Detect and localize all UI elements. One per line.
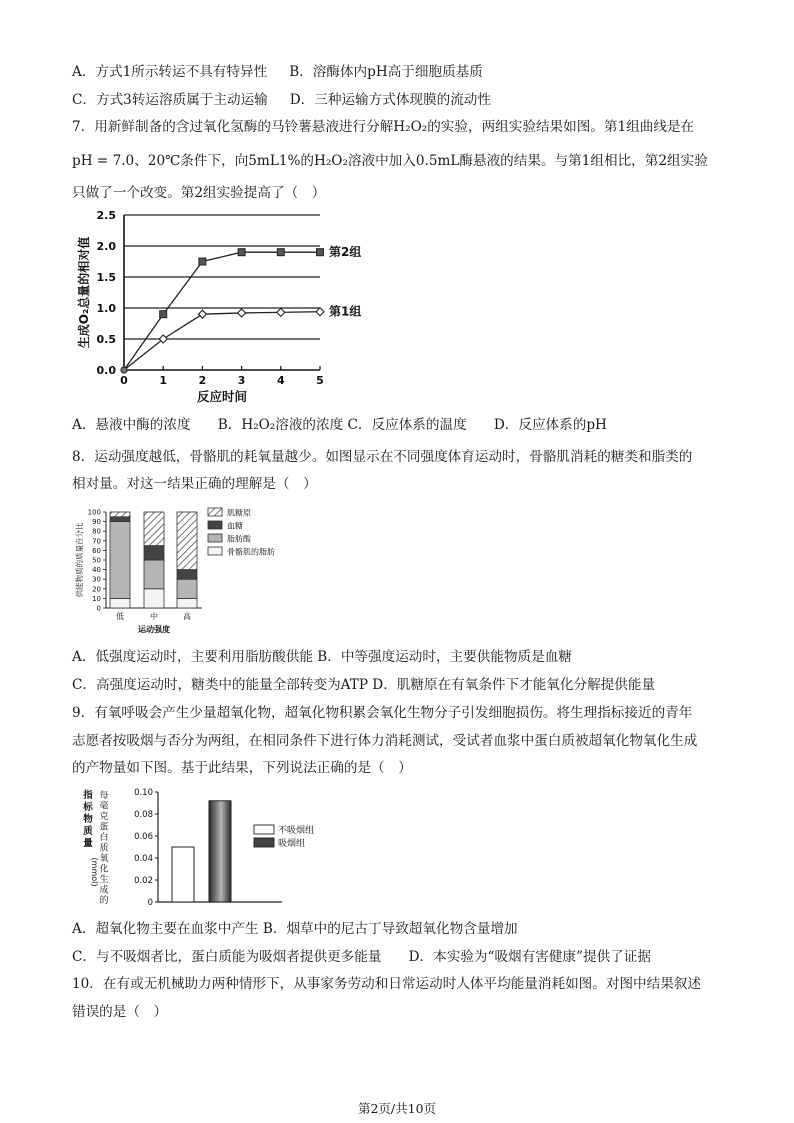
series-line bbox=[124, 312, 320, 370]
q9-options-row-2: C．与不吸烟者比，蛋白质能为吸烟者提供更多能量 D．本实验为“吸烟有害健康”提供了证据 bbox=[72, 949, 651, 965]
legend-swatch bbox=[208, 547, 222, 555]
x-tick-label: 1 bbox=[159, 374, 168, 387]
y-tick-label: 0.0 bbox=[96, 364, 116, 377]
q8-options-row-1: A．低强度运动时，主要利用脂肪酸供能 B．中等强度运动时，主要供能物质是血糖 bbox=[72, 649, 572, 665]
q6-options-row-1 bbox=[72, 62, 483, 82]
data-point-diamond bbox=[198, 310, 206, 318]
data-point-square bbox=[160, 311, 167, 318]
bar-segment bbox=[144, 560, 164, 589]
x-tick-label: 4 bbox=[276, 374, 285, 387]
y-tick-label: 0.5 bbox=[96, 333, 116, 346]
y-tick-label: 80 bbox=[92, 527, 101, 536]
legend-swatch bbox=[208, 508, 222, 516]
y-axis-title-char: 毫 bbox=[99, 801, 109, 812]
q6-option-c: C．方式3转运溶质属于主动运输 bbox=[72, 92, 268, 108]
legend-swatch bbox=[208, 534, 222, 542]
legend-label: 肌糖原 bbox=[227, 508, 251, 518]
q6-options-row-2 bbox=[72, 90, 491, 110]
q7-stem-line-3: 只做了一个改变。第2组实验提高了（ ） bbox=[72, 185, 326, 201]
legend-swatch bbox=[254, 825, 274, 834]
bar bbox=[209, 801, 231, 902]
legend-label: 吸烟组 bbox=[278, 839, 306, 849]
y-tick-label: 30 bbox=[92, 575, 101, 584]
y-axis-title-char: 氧 bbox=[99, 854, 109, 864]
y-tick-label: 0.08 bbox=[134, 810, 153, 820]
legend-swatch bbox=[254, 838, 274, 847]
bar-segment bbox=[110, 598, 130, 608]
x-tick-label: 2 bbox=[198, 374, 207, 387]
y-tick-label: 0.06 bbox=[134, 832, 153, 842]
legend-label: 血糖 bbox=[227, 521, 243, 531]
q9-stem-line-3: 的产物量如下图。基于此结果，下列说法正确的是（ ） bbox=[72, 760, 412, 776]
y-axis-title-char: 的 bbox=[99, 896, 109, 906]
y-axis-short-title-char: 质 bbox=[83, 826, 93, 837]
y-tick-label: 100 bbox=[87, 508, 101, 517]
q9-stem-line-2: 志愿者按吸烟与否分为两组，在相同条件下进行体力消耗测试，受试者血浆中蛋白质被超氧化物氧化生成 bbox=[72, 733, 698, 749]
x-tick-label: 3 bbox=[237, 374, 246, 387]
y-axis-title-char: 克 bbox=[99, 812, 109, 822]
data-point-diamond bbox=[277, 308, 285, 316]
q8-stem-line-2: 相对量。对这一结果正确的理解是（ ） bbox=[72, 476, 317, 492]
y-tick-label: 10 bbox=[92, 594, 101, 603]
bar-segment bbox=[110, 522, 130, 599]
y-axis-title: 供能物质的质量百分比 bbox=[75, 522, 84, 598]
data-point-diamond bbox=[238, 309, 246, 317]
y-tick-label: 0.04 bbox=[134, 854, 153, 864]
y-axis-title-char: 成 bbox=[99, 885, 109, 896]
x-tick-label: 0 bbox=[120, 374, 128, 387]
x-axis-title: 反应时间 bbox=[196, 389, 248, 404]
bar-segment bbox=[110, 517, 130, 522]
q8-stem-line-1: 8．运动强度越低，骨骼肌的耗氧量越少。如图显示在不同强度体育运动时，骨骼肌消耗的糖类和脂类的 bbox=[72, 449, 693, 465]
legend-label: 脂肪酸 bbox=[227, 534, 251, 544]
series-label: 第1组 bbox=[329, 304, 362, 319]
y-axis-short-title-char: 标 bbox=[83, 802, 93, 813]
bar-segment bbox=[110, 512, 130, 517]
q6-option-b: B．溶酶体内pH高于细胞质基质 bbox=[289, 64, 483, 80]
q10-stem-line-1: 10．在有或无机械助力两种情形下，从事家务劳动和日常运动时人体平均能量消耗如图。对图中结果叙述 bbox=[72, 976, 702, 992]
y-tick-label: 70 bbox=[92, 537, 101, 546]
q8-options-row-2: C．高强度运动时，糖类中的能量全部转变为ATP D．肌糖原在有氧条件下才能氧化分解提供能量 bbox=[72, 677, 656, 693]
y-axis-title-char: 白 bbox=[99, 833, 109, 843]
q9-stem-line-1: 9．有氧呼吸会产生少量超氧化物，超氧化物积累会氧化生物分子引发细胞损伤。将生理指标接近的青年 bbox=[72, 705, 693, 721]
legend-swatch bbox=[208, 521, 222, 529]
x-tick-label: 高 bbox=[183, 612, 191, 621]
y-axis-unit: (mmol) bbox=[90, 857, 99, 887]
q6-option-a: A．方式1所示转运不具有特异性 bbox=[72, 64, 268, 80]
y-axis-title-char: 每 bbox=[99, 791, 109, 801]
data-point-diamond bbox=[316, 308, 324, 316]
bar bbox=[172, 847, 194, 902]
y-tick-label: 90 bbox=[92, 518, 101, 527]
q9-options-row-1: A．超氧化物主要在血浆中产生 B．烟草中的尼古丁导致超氧化物含量增加 bbox=[72, 921, 518, 937]
q10-stem-line-2: 错误的是（ ） bbox=[72, 1004, 168, 1020]
q7-options: A．悬液中酶的浓度 B．H₂O₂溶液的浓度 C．反应体系的温度 D．反应体系的pH bbox=[72, 417, 607, 433]
y-tick-label: 1.5 bbox=[96, 271, 116, 284]
bar-segment bbox=[144, 512, 164, 546]
y-tick-label: 60 bbox=[92, 546, 101, 555]
y-tick-label: 0 bbox=[147, 898, 153, 908]
y-axis-title-char: 蛋 bbox=[99, 822, 109, 833]
y-axis-short-title-char: 物 bbox=[83, 814, 93, 825]
y-tick-label: 0.10 bbox=[134, 788, 153, 798]
y-tick-label: 40 bbox=[92, 566, 101, 575]
legend-label: 不吸烟组 bbox=[278, 826, 315, 836]
q8-stacked-bar-chart bbox=[72, 502, 332, 640]
y-axis-short-title-char: 量 bbox=[83, 838, 93, 849]
data-point-origin bbox=[121, 367, 127, 373]
y-axis-title-char: 质 bbox=[99, 843, 109, 854]
y-tick-label: 2.5 bbox=[96, 209, 116, 222]
x-axis-title: 运动强度 bbox=[138, 625, 170, 634]
q9-bar-chart bbox=[72, 784, 352, 914]
y-axis-title-char: 化 bbox=[99, 864, 109, 875]
data-point-square bbox=[317, 249, 324, 256]
bar-segment bbox=[177, 579, 197, 598]
bar-segment bbox=[144, 589, 164, 608]
y-axis-title-char: 生 bbox=[99, 875, 109, 885]
y-tick-label: 50 bbox=[92, 556, 101, 565]
bar-segment bbox=[177, 598, 197, 608]
y-tick-label: 0.02 bbox=[134, 876, 153, 886]
q7-stem-line-2: pH = 7.0、20℃条件下，向5mL1%的H₂O₂溶液中加入0.5mL酶悬液的结果。与第1组相比，第2组实验 bbox=[72, 153, 708, 169]
series-label: 第2组 bbox=[329, 245, 362, 260]
y-tick-label: 2.0 bbox=[96, 240, 116, 253]
x-tick-label: 5 bbox=[316, 374, 324, 387]
y-axis-short-title-char: 指 bbox=[83, 790, 93, 801]
series-line bbox=[124, 252, 320, 370]
y-tick-label: 0 bbox=[96, 604, 101, 613]
x-tick-label: 低 bbox=[116, 612, 124, 621]
y-tick-label: 20 bbox=[92, 585, 101, 594]
q6-option-d: D．三种运输方式体现膜的流动性 bbox=[289, 92, 491, 108]
q7-stem-line-1: 7．用新鲜制备的含过氧化氢酶的马铃薯悬液进行分解H₂O₂的实验，两组实验结果如图。第1组曲线是在 bbox=[72, 119, 695, 135]
bar-segment bbox=[177, 512, 197, 570]
data-point-square bbox=[199, 258, 206, 265]
x-tick-label: 中 bbox=[150, 612, 158, 621]
data-point-square bbox=[238, 249, 245, 256]
y-tick-label: 1.0 bbox=[96, 302, 116, 315]
bar-segment bbox=[144, 546, 164, 560]
y-axis-title: 生成O₂总量的相对值 bbox=[77, 236, 91, 349]
bar-segment bbox=[177, 570, 197, 580]
q7-line-chart bbox=[72, 205, 372, 405]
page-footer: 第2页/共10页 bbox=[357, 1101, 437, 1116]
data-point-square bbox=[277, 249, 284, 256]
legend-label: 骨骼肌的脂肪 bbox=[227, 547, 275, 557]
